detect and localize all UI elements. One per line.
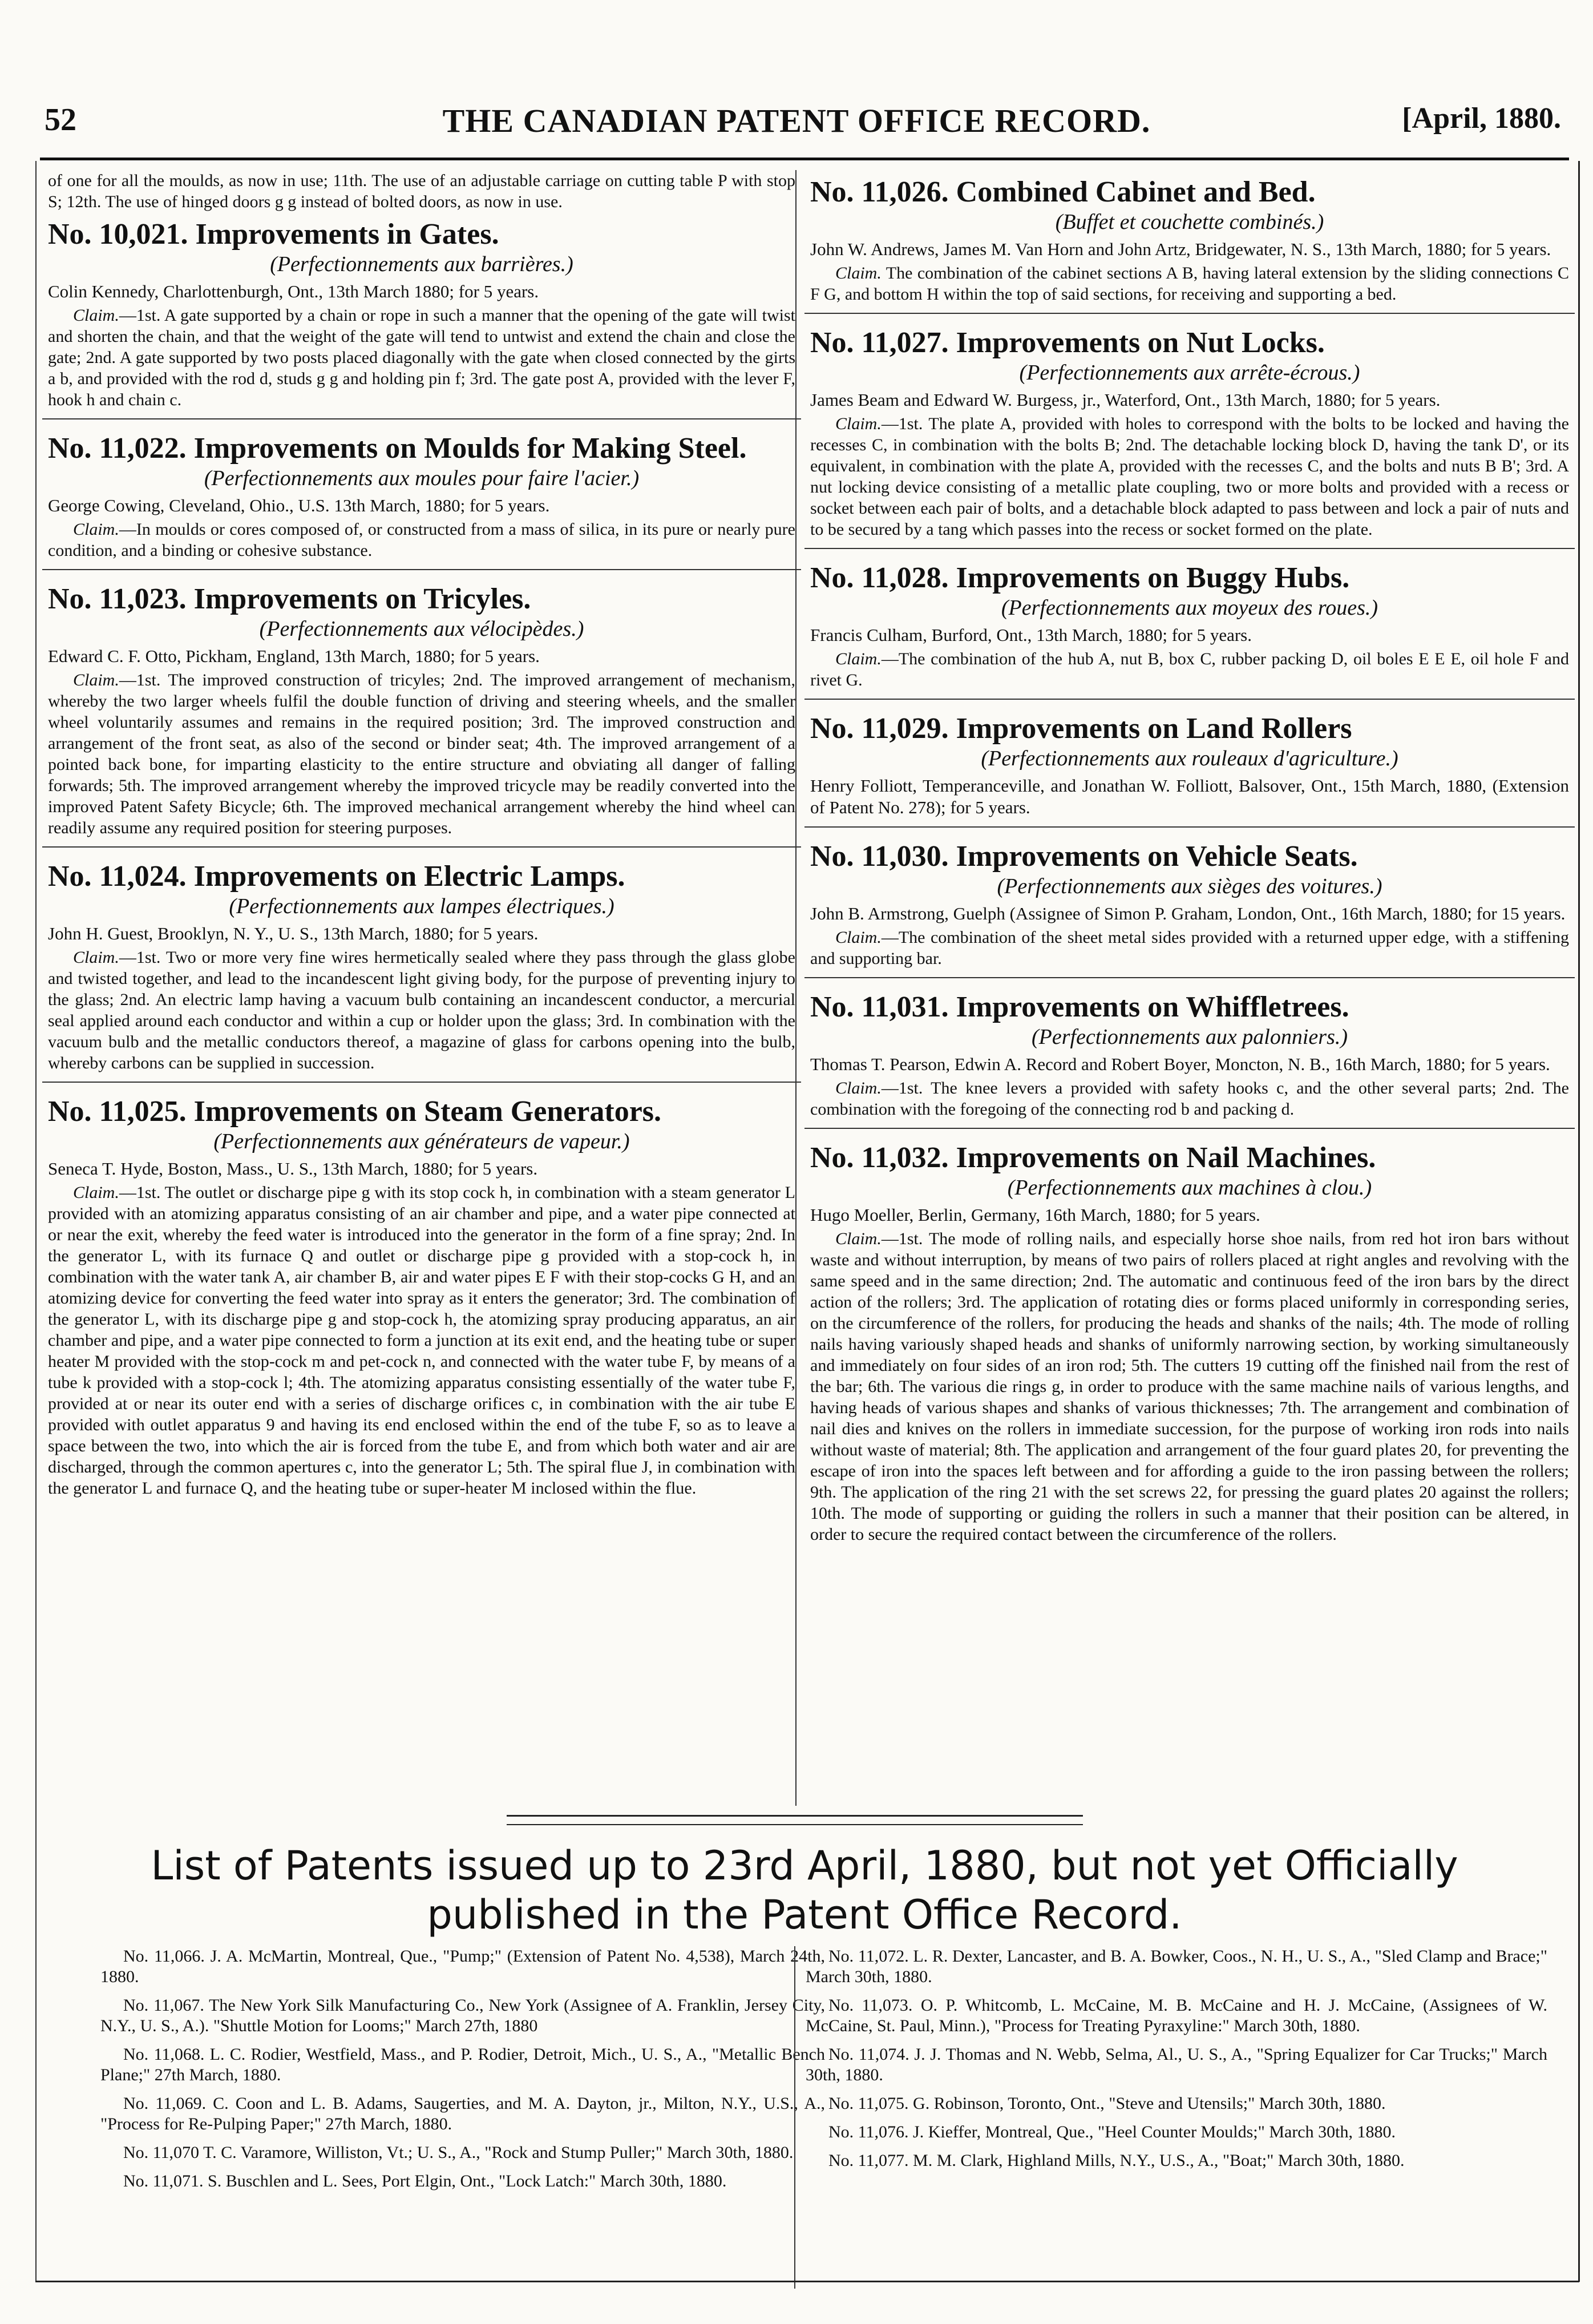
claim-label: Claim. (835, 1079, 882, 1098)
claim-paragraph (810, 927, 1569, 969)
patent-title: No. 11,032. Improvements on Nail Machines. (810, 1141, 1376, 1174)
entry-separator (42, 418, 801, 419)
patent-title: No. 11,030. Improvements on Vehicle Seats. (810, 840, 1358, 873)
claim-paragraph (810, 263, 1569, 305)
claim-text: The combination of the cabinet sections A B, having lateral extension by the sliding connections C F G, and bottom H within the top of said sections, for receiving and supporting a bed. (810, 264, 1569, 304)
footer-rule (35, 2281, 1579, 2282)
claim-paragraph (48, 519, 795, 561)
french-title: (Perfectionnements aux palonniers.) (1031, 1025, 1348, 1049)
patent-title: No. 11,029. Improvements on Land Rollers (810, 712, 1352, 745)
patent-list-divider (794, 1946, 795, 2289)
patent-list-item: No. 11,077. M. M. Clark, Highland Mills, N.Y., U.S., A., "Boat;" March 30th, 1880. (828, 2151, 1405, 2170)
patentee-line: George Cowing, Cleveland, Ohio., U.S. 13th March, 1880; for 5 years. (48, 495, 550, 515)
claim-text: —1st. Two or more very fine wires hermetically sealed where they pass through the glass globe and twisted together, and lead to the incandescent light giving body, for the purpose of preventing injury to the glass; 2nd. An electric lamp having a vacuum bulb containing an incandescent conductor, a mercurial seal applied around each conductor and within a cup or holder upon the glass; 3rd. In combination with the vacuum bulb and the metallic conductors thereof, a magazine of glass for carbons opening into the bulb, whereby carbons can be supplied in succession. (48, 948, 795, 1072)
claim-label: Claim. (73, 671, 119, 689)
patent-list-item: No. 11,076. J. Kieffer, Montreal, Que., "Heel Counter Moulds;" March 30th, 1880. (828, 2123, 1396, 2141)
patent-list-item: No. 11,067. The New York Silk Manufacturing Co., New York (Assignee of A. Franklin, Jersey City, N.Y., U. S., A.). "Shuttle Motion for Looms;" March 27th, 1880 (100, 1996, 825, 2035)
section-rule-lower (507, 1824, 1083, 1825)
patent-entry (48, 218, 795, 419)
frame-left-rule (35, 161, 37, 2282)
patent-entry (810, 176, 1569, 314)
patent-title: No. 11,027. Improvements on Nut Locks. (810, 326, 1325, 359)
patent-title: No. 11,031. Improvements on Whiffletrees. (810, 991, 1349, 1023)
patent-list-right (806, 1946, 1547, 2179)
patent-list-item: No. 11,068. L. C. Rodier, Westfield, Mass., and P. Rodier, Detroit, Mich., U. S., A., "Metallic Bench Plane;" 27th March, 1880. (100, 2045, 825, 2084)
patentee-line: Edward C. F. Otto, Pickham, England, 13th March, 1880; for 5 years. (48, 646, 540, 666)
patent-title: No. 11,026. Combined Cabinet and Bed. (810, 176, 1316, 208)
claim-paragraph (48, 1182, 795, 1499)
continued-claim-text: of one for all the moulds, as now in use; 11th. The use of an adjustable carriage on cutting table P with stop S; 12th. The use of hinged doors g g instead of bolted doors, as now in use. (48, 171, 795, 211)
claim-label: Claim. (835, 649, 882, 668)
patent-entry (810, 326, 1569, 549)
section-rule-upper (507, 1815, 1083, 1817)
french-title: (Perfectionnements aux moyeux des roues.) (1001, 596, 1378, 620)
entry-separator (804, 826, 1575, 828)
patent-list-item: No. 11,070 T. C. Varamore, Williston, Vt.; U. S., A., "Rock and Stump Puller;" March 30th, 1880. (123, 2143, 794, 2162)
patentee-line: Colin Kennedy, Charlottenburgh, Ont., 13th March 1880; for 5 years. (48, 281, 539, 301)
claim-text: —1st. The knee levers a provided with safety hooks c, and the other several parts; 2nd. The combination with the foregoing of the connecting rod b and packing d. (810, 1079, 1569, 1119)
french-title: (Perfectionnements aux sièges des voitures.) (997, 874, 1382, 898)
entry-separator (804, 977, 1575, 978)
claim-label: Claim. (835, 928, 882, 947)
claim-text: —1st. The outlet or discharge pipe g with its stop cock h, in combination with a steam generator L provided with an atomizing apparatus consisting of an air chamber and pipe, and a water pipe connected at or near the exit, whereby the feed water is introduced into the generator in the form of a fine spray; 2nd. In the generator L, with its furnace Q and outlet or discharge pipe g provided with a stop-cock h, in combination with the water tank A, air chamber B, air and water pipes E F with their stop-cocks G H, and an atomizing device for converting the feed water into spray as it enters the generator; 3rd. The combination of the generator L, with its discharge pipe g and stop-cock h, the atomizing spray producing apparatus, an air chamber and pipe, and a water pipe connected to form a junction at its exit end, and the heating tube or super heater M provided with the stop-cock m and pet-cock n, and connected with the water tube F, by means of a tube k provided with a stop-cock l; 4th. The atomizing apparatus consisting essentially of the water tube F, provided at or near its outer end with a series of discharge orifices c, in combination with the air tube E provided with outlet apparatus 9 and having its end enclosed within the end of the tube F, so as to leave a space between the two, into which the air is forced from the tube E, and from which both water and air are discharged, through the common apertures c, into the generator L; 5th. The spiral flue J, in combination with the generator L and furnace Q, and the heating tube or super-heater M inclosed within the flue. (48, 1183, 795, 1498)
patent-title: No. 11,025. Improvements on Steam Generators. (48, 1095, 662, 1128)
right-column (810, 170, 1569, 1558)
patent-list-item: No. 11,072. L. R. Dexter, Lancaster, and B. A. Bowker, Coos., N. H., U. S., A., "Sled Clamp and Brace;" March 30th, 1880. (806, 1947, 1547, 1986)
patentee-line: Henry Folliott, Temperanceville, and Jonathan W. Folliott, Balsover, Ont., 15th March, 1880, (Extension of Patent No. 278); for 5 years. (810, 776, 1569, 817)
claim-label: Claim. (835, 414, 882, 433)
patent-list-item: No. 11,066. J. A. McMartin, Montreal, Que., "Pump;" (Extension of Patent No. 4,538), March 24th, 1880. (100, 1947, 825, 1986)
header-rule (40, 158, 1569, 160)
left-column (48, 170, 795, 1511)
patent-entry (48, 860, 795, 1083)
claim-text: —The combination of the hub A, nut B, box C, rubber packing D, oil boles E E E, oil hole F and rivet G. (810, 649, 1569, 689)
patent-entry (810, 1141, 1569, 1545)
french-title: (Perfectionnements aux générateurs de vapeur.) (213, 1129, 630, 1153)
claim-paragraph (48, 669, 795, 838)
patent-entry (48, 1095, 795, 1499)
entry-separator (42, 569, 801, 570)
patentee-line: Francis Culham, Burford, Ont., 13th March, 1880; for 5 years. (810, 625, 1252, 645)
french-title: (Perfectionnements aux machines à clou.) (1007, 1176, 1372, 1200)
patent-title: No. 10,021. Improvements in Gates. (48, 218, 499, 251)
frame-right-rule (1578, 161, 1580, 2282)
patentee-line: Thomas T. Pearson, Edwin A. Record and Robert Boyer, Moncton, N. B., 16th March, 1880; for 5 years. (810, 1054, 1550, 1074)
patent-title: No. 11,023. Improvements on Tricyles. (48, 583, 531, 615)
claim-paragraph (810, 1078, 1569, 1120)
claim-label: Claim. (73, 306, 119, 325)
patent-title: No. 11,022. Improvements on Moulds for Making Steel. (48, 432, 747, 465)
patentee-line: Hugo Moeller, Berlin, Germany, 16th March, 1880; for 5 years. (810, 1205, 1260, 1225)
french-title: (Buffet et couchette combinés.) (1055, 210, 1324, 234)
page-number: 52 (45, 102, 76, 138)
entry-separator (804, 1128, 1575, 1129)
patent-entry (48, 583, 795, 848)
patent-list-item: No. 11,073. O. P. Whitcomb, L. McCaine, M. B. McCaine and H. J. McCaine, (Assignees of W. McCaine, St. Paul, Minn.), "Process for Treating Pyraxyline:" March 30th, 1880. (806, 1996, 1547, 2035)
claim-text: —1st. The mode of rolling nails, and especially horse shoe nails, from red hot iron bars without waste and without interruption, by means of two pairs of rollers placed at right angles and revolving with the same speed and in the same direction; 2nd. The automatic and continuous feed of the iron bars by the direct action of the rollers; 3rd. The application of rotating dies or forms placed uniformly in corresponding series, on the circumference of the rollers, for producing the heads and shanks of the nails; 4th. The mode of rolling nails having variously shaped heads and shanks of uniformly narrowing section, by working simultaneously and immediately on four sides of an iron rod; 5th. The cutters 19 cutting off the finished nail from the rest of the bar; 6th. The various die rings g, in order to produce with the same machine nails of various lengths, and having heads of various shapes and shanks of various thicknesses; 7th. The arrangement and combination of nail dies and knives on the rollers in immediate succession, for the purpose of working iron rods into nails without waste of material; 8th. The application and arrangement of the four guard plates 20, for preventing the escape of iron into the spaces left between and for affording a guide to the iron passing between the rollers; 9th. The application of the ring 21 with the set screws 22, for pressing the guard plates 20 against the rollers; 10th. The mode of supporting or guiding the rollers in such a manner that their position can be altered, in order to secure the required contact between the circumference of the rollers. (810, 1229, 1569, 1544)
claim-text: —1st. A gate supported by a chain or rope in such a manner that the opening of the gate will twist and shorten the chain, and that the weight of the gate will tend to untwist and extend the chain and close the gate; 2nd. A gate supported by two posts placed diagonally with the gate when closed connected by the girts a b, and provided with the rod d, studs g g and holding pin f; 3rd. The gate post A, provided with the lever F, hook h and chain c. (48, 306, 795, 409)
patentee-line: Seneca T. Hyde, Boston, Mass., U. S., 13th March, 1880; for 5 years. (48, 1159, 538, 1179)
entry-separator (804, 313, 1575, 314)
patentee-line: John W. Andrews, James M. Van Horn and John Artz, Bridgewater, N. S., 13th March, 1880; for 5 years. (810, 239, 1551, 259)
french-title: (Perfectionnements aux barrières.) (270, 252, 573, 276)
claim-paragraph (48, 947, 795, 1074)
claim-text: —In moulds or cores composed of, or constructed from a mass of silica, in its pure or nearly pure condition, and a binding or cohesive substance. (48, 520, 795, 560)
entry-separator (42, 846, 801, 848)
patent-list-heading: List of Patents issued up to 23rd April, 1880, but not yet Officially published in the Patent Office Record. (151, 1842, 1458, 1938)
claim-text: —1st. The improved construction of tricyles; 2nd. The improved arrangement of mechanism, whereby the two larger wheels fulfil the double function of driving and steering wheels, and the smaller wheel voluntarily assumes and remains in the required position; 3rd. The improved construction and arrangement of the front seat, as also of the second or binder seat; 4th. The improved arrangement of a pointed back bone, for imparting elasticity to the entire structure and obviating all danger of falling forwards; 5th. The improved arrangement whereby the improved tricycle may be readily converted into the improved Patent Safety Bicycle; 6th. The improved mechanical arrangement whereby the hind wheel can readily assume any required position for steering purposes. (48, 671, 795, 837)
patent-list-item: No. 11,069. C. Coon and L. B. Adams, Saugerties, and M. A. Dayton, jr., Milton, N.Y., U.S., A., "Process for Re-Pulping Paper;" 27th March, 1880. (100, 2094, 825, 2133)
french-title: (Perfectionnements aux lampes électriques.) (229, 894, 614, 918)
entry-separator (42, 1082, 801, 1083)
claim-label: Claim. (73, 1183, 119, 1202)
claim-paragraph (810, 413, 1569, 540)
patent-entry (810, 712, 1569, 828)
entry-separator (804, 699, 1575, 700)
patent-list-item: No. 11,075. G. Robinson, Toronto, Ont., "Steve and Utensils;" March 30th, 1880. (828, 2094, 1386, 2113)
entry-separator (804, 548, 1575, 549)
claim-paragraph (48, 305, 795, 410)
claim-label: Claim. (73, 948, 119, 967)
french-title: (Perfectionnements aux rouleaux d'agriculture.) (981, 747, 1398, 770)
patent-title: No. 11,028. Improvements on Buggy Hubs. (810, 562, 1350, 594)
french-title: (Perfectionnements aux vélocipèdes.) (259, 617, 584, 641)
patent-list-left (100, 1946, 825, 2200)
patent-list-item: No. 11,071. S. Buschlen and L. Sees, Port Elgin, Ont., "Lock Latch:" March 30th, 1880. (123, 2172, 727, 2190)
claim-label: Claim. (835, 264, 882, 283)
patent-entry (810, 840, 1569, 978)
claim-label: Claim. (835, 1229, 882, 1248)
french-title: (Perfectionnements aux arrête-écrous.) (1019, 361, 1360, 385)
column-divider (795, 170, 796, 1806)
page-header (0, 102, 1593, 147)
claim-paragraph (810, 1228, 1569, 1545)
publication-title: THE CANADIAN PATENT OFFICE RECORD. (442, 102, 1151, 139)
patent-entry (810, 991, 1569, 1129)
patent-list-item: No. 11,074. J. J. Thomas and N. Webb, Selma, Al., U. S., A., "Spring Equalizer for Car Trucks;" March 30th, 1880. (806, 2045, 1547, 2084)
issue-date: [April, 1880. (1402, 102, 1561, 135)
claim-paragraph (810, 648, 1569, 691)
patentee-line: John B. Armstrong, Guelph (Assignee of Simon P. Graham, London, Ont., 16th March, 1880; for 15 years. (810, 903, 1566, 923)
claim-text: —The combination of the sheet metal sides provided with a returned upper edge, with a stiffening and supporting bar. (810, 928, 1569, 968)
french-title: (Perfectionnements aux moules pour faire l'acier.) (204, 466, 640, 490)
claim-label: Claim. (73, 520, 119, 539)
claim-text: —1st. The plate A, provided with holes to correspond with the bolts to be locked and having the recesses C, in combination with the bolts B; 2nd. The detachable locking block D, having the tank D', or its equivalent, in combination with the plate A, provided with the recesses C, and the bolts and nuts B B'; 3rd. A nut locking device consisting of a metallic plate coupling, two or more bolts and provided with a recess or socket between each pair of bolts, and a detachable block adapted to pass between and lock a pair of nuts and to be secured by a tang which passes into the recess or socket formed on the plate. (810, 414, 1569, 539)
patent-title: No. 11,024. Improvements on Electric Lamps. (48, 860, 625, 893)
patent-entry (810, 562, 1569, 700)
patentee-line: John H. Guest, Brooklyn, N. Y., U. S., 13th March, 1880; for 5 years. (48, 923, 539, 943)
patent-entry (48, 432, 795, 570)
patentee-line: James Beam and Edward W. Burgess, jr., Waterford, Ont., 13th March, 1880; for 5 years. (810, 390, 1441, 410)
